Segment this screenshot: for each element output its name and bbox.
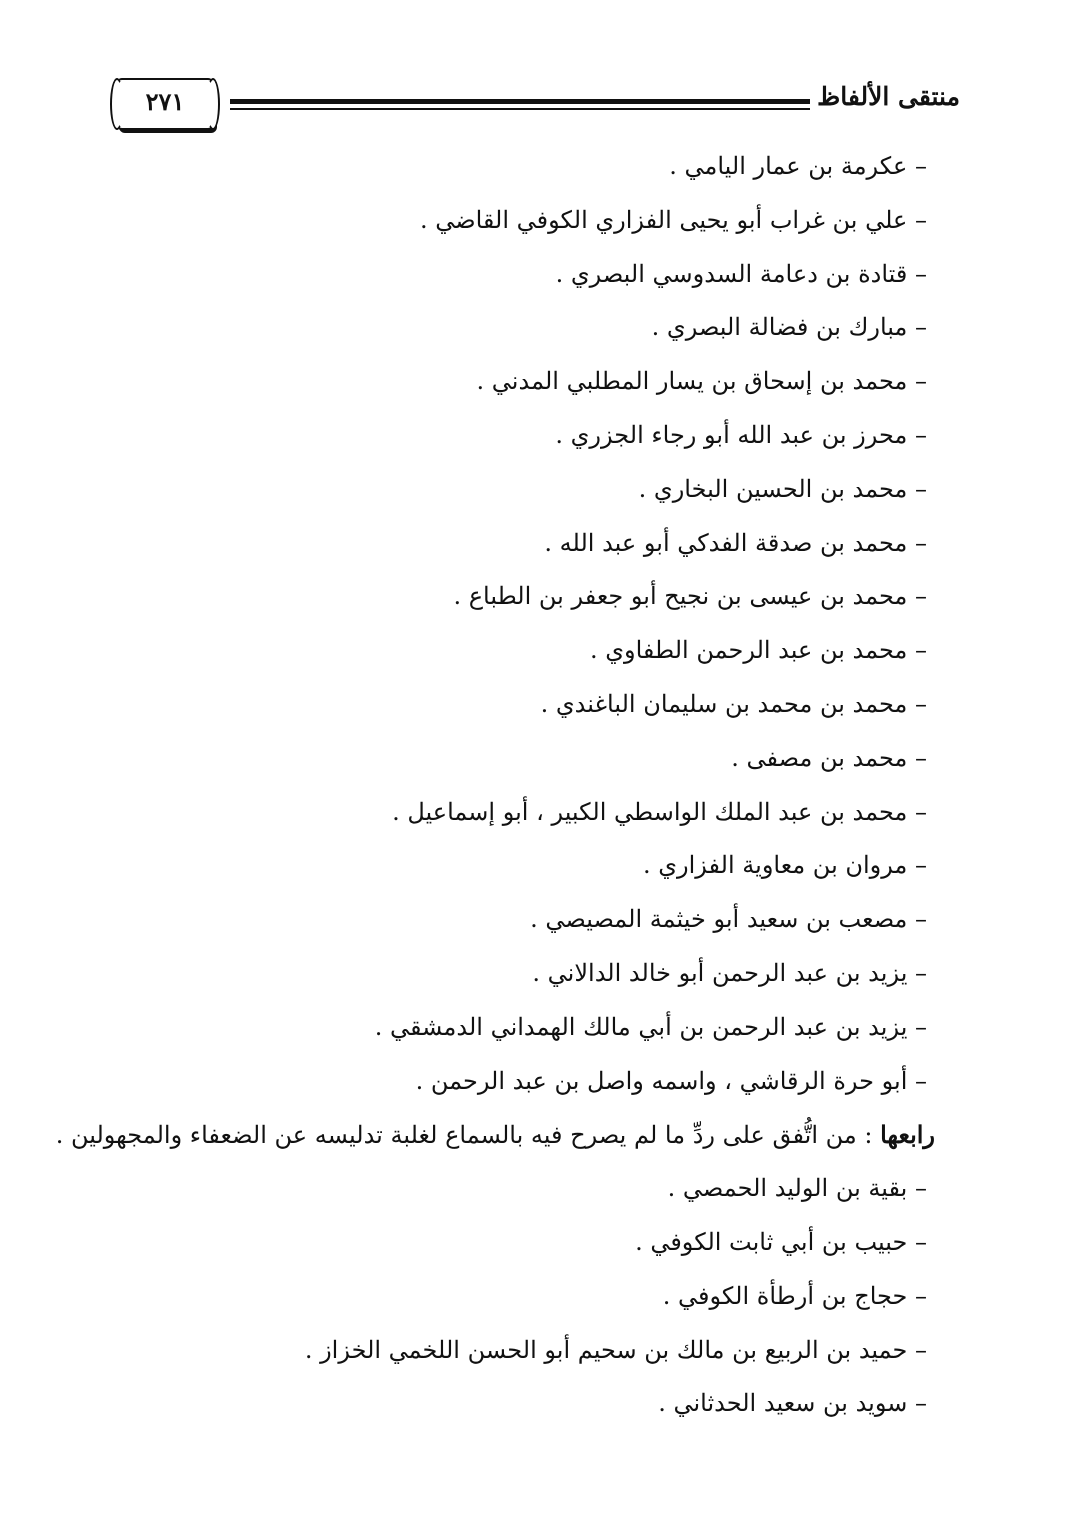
list-item: – بقية بن الوليد الحمصي . xyxy=(667,1174,927,1203)
list-item: – محمد بن محمد بن سليمان الباغندي . xyxy=(540,689,927,718)
paragraph-text: : من اتُّفق على ردِّ ما لم يصرح فيه بالسماع لغلبة تدليسه عن الضعفاء والمجهولين . xyxy=(55,1121,881,1150)
category-paragraph xyxy=(55,1108,935,1162)
list-item: – حجاج بن أرطأة الكوفي . xyxy=(662,1281,927,1310)
list-item: – حبيب بن أبي ثابت الكوفي . xyxy=(635,1227,927,1256)
paragraph-lead: رابعها xyxy=(880,1120,935,1150)
list-item: – أبو حرة الرقاشي ، واسمه واصل بن عبد الرحمن . xyxy=(415,1066,927,1095)
header-rule-thin xyxy=(230,108,810,110)
page-number-frame xyxy=(116,78,214,130)
list-item: – مبارك بن فضالة البصري . xyxy=(651,313,927,342)
list-item: – يزيد بن عبد الرحمن أبو خالد الدالاني . xyxy=(532,958,927,987)
list-item: – محمد بن إسحاق بن يسار المطلبي المدني . xyxy=(476,367,927,396)
list-item: – علي بن غراب أبو يحيى الفزاري الكوفي القاضي . xyxy=(419,205,927,234)
list-item: – محمد بن عبد الملك الواسطي الكبير ، أبو إسماعيل . xyxy=(392,797,927,826)
page-body xyxy=(55,140,935,1431)
list-item: – سويد بن سعيد الحدثاني . xyxy=(658,1389,927,1418)
list-item: – محمد بن عبد الرحمن الطفاوي . xyxy=(589,636,927,665)
page-header xyxy=(110,66,960,132)
list-item: – مروان بن معاوية الفزاري . xyxy=(643,851,927,880)
list-item: – عكرمة بن عمار اليامي . xyxy=(669,152,927,180)
list-item: – محمد بن صدقة الفدكي أبو عبد الله . xyxy=(544,528,927,557)
running-title: منتقى الألفاظ xyxy=(817,82,960,111)
list-item: – محرز بن عبد الله أبو رجاء الجزري . xyxy=(555,420,927,449)
list-item: – محمد بن مصفى . xyxy=(731,743,927,772)
list-item: – مصعب بن سعيد أبو خيثمة المصيصي . xyxy=(530,905,927,934)
list-item: – محمد بن عيسى بن نجيح أبو جعفر بن الطباع . xyxy=(453,582,927,611)
header-rule-thick xyxy=(230,99,810,104)
page-number: ٢٧١ xyxy=(145,87,185,116)
list-item: – قتادة بن دعامة السدوسي البصري . xyxy=(555,259,927,288)
list-item: – حميد بن الربيع بن مالك بن سحيم أبو الحسن اللخمي الخزاز . xyxy=(304,1335,927,1364)
list-item: – محمد بن الحسين البخاري . xyxy=(638,474,927,503)
list-item: – يزيد بن عبد الرحمن بن أبي مالك الهمداني الدمشقي . xyxy=(374,1012,927,1041)
